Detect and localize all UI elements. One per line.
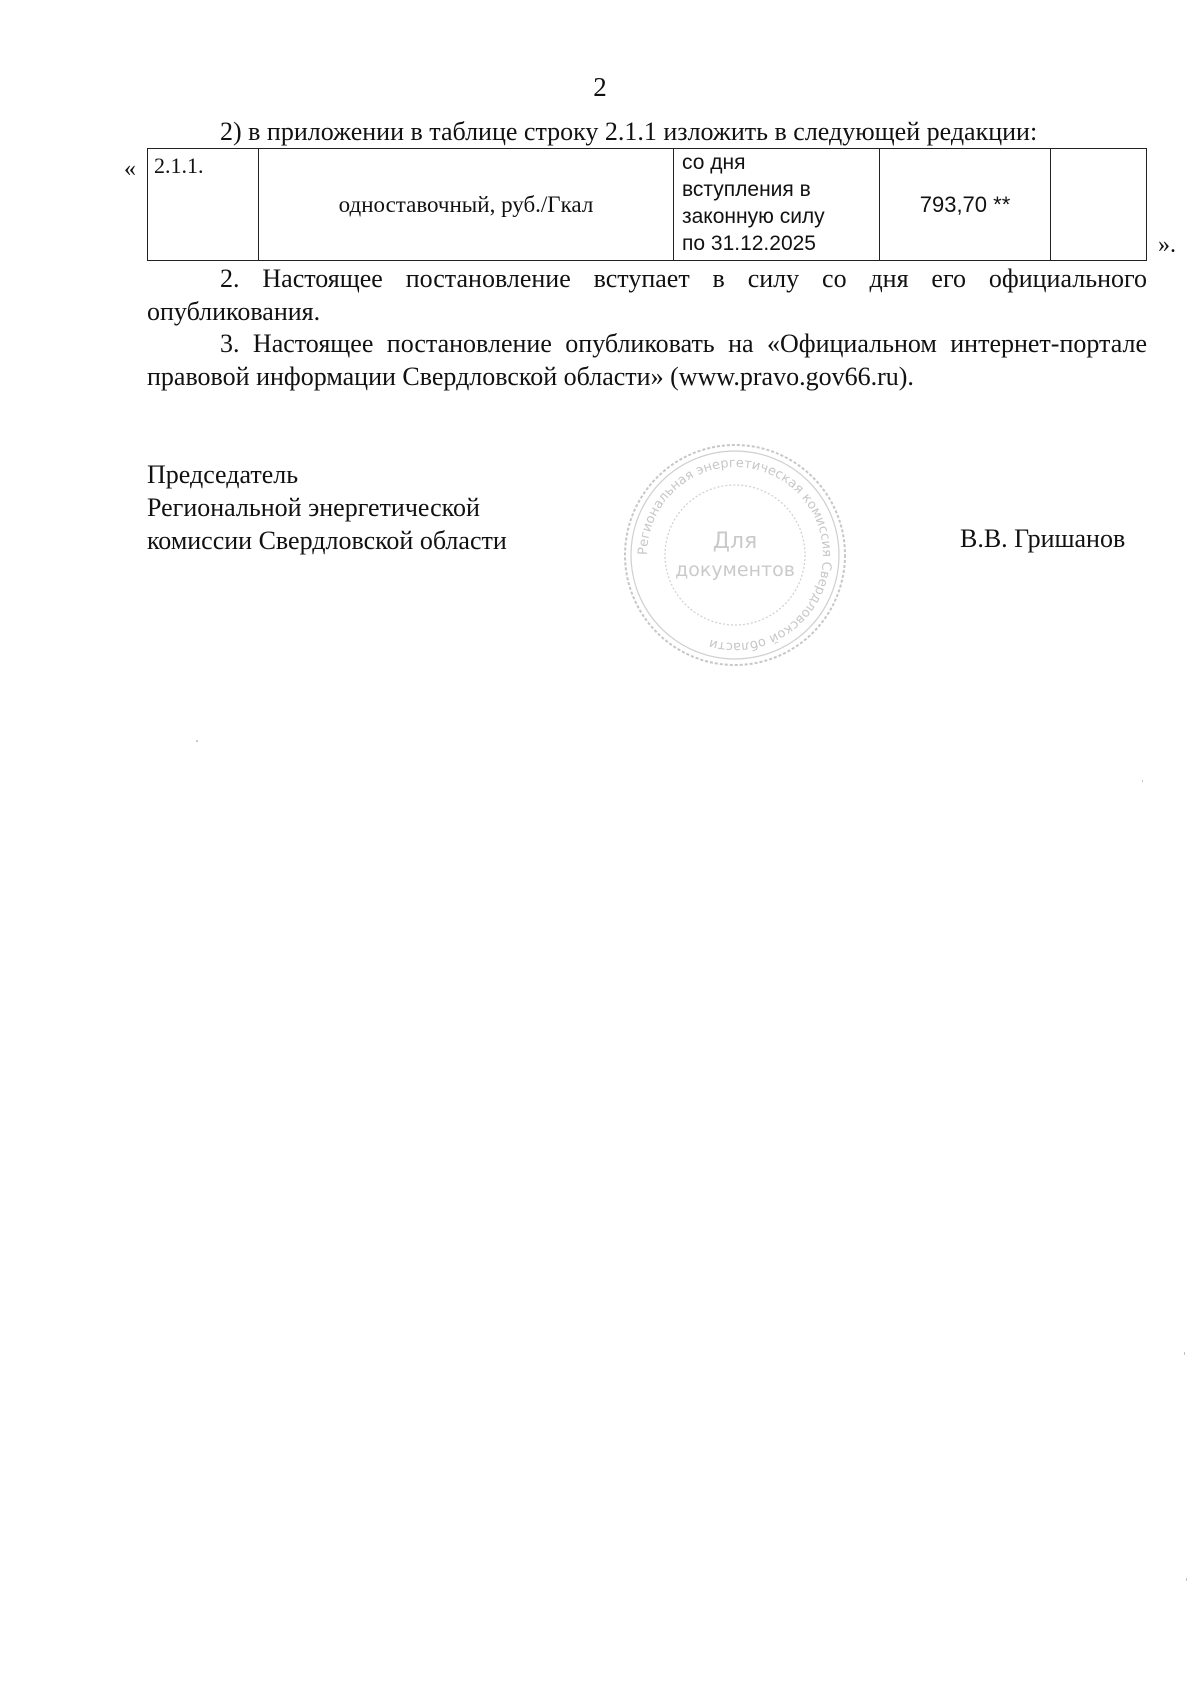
seal-ring-text: Региональная энергетическая комиссия Свердловской области xyxy=(635,455,835,655)
page-number: 2 xyxy=(593,72,607,102)
scan-speck xyxy=(1184,1352,1185,1355)
publication-paragraph: 3. Настоящее постановление опубликовать на «Официальном интернет-портале правовой информации Свердловской области» (www.pravo.gov66.ru). xyxy=(147,329,1147,391)
effective-date-paragraph: 2. Настоящее постановление вступает в силу со дня его официального опубликования. xyxy=(147,264,1147,326)
row-name-cell: одноставочный, руб./Гкал xyxy=(259,149,674,261)
seal-center-line: документов xyxy=(675,559,795,581)
scan-speck xyxy=(1142,780,1143,782)
scan-speck xyxy=(196,740,198,742)
period-line: со дня xyxy=(682,151,746,174)
row-period-cell xyxy=(674,149,880,261)
position-line: Региональной энергетической xyxy=(147,493,480,522)
seal-inner-ring xyxy=(665,485,805,625)
opening-quote: « xyxy=(124,156,136,182)
signature-position xyxy=(147,458,507,557)
row-value-cell: 793,70 ** xyxy=(880,149,1051,261)
amendment-intro-paragraph: 2) в приложении в таблице строку 2.1.1 изложить в следующей редакции: xyxy=(220,117,1038,146)
scan-speck xyxy=(1186,1578,1187,1581)
signer-name: В.В. Гришанов xyxy=(960,524,1126,553)
official-seal-stamp xyxy=(620,440,850,670)
table-row xyxy=(148,149,1147,261)
row-code-cell: 2.1.1. xyxy=(148,149,259,261)
position-line: комиссии Свердловской области xyxy=(147,526,507,555)
seal-middle-ring xyxy=(631,451,839,659)
seal-outer-ring xyxy=(625,445,845,665)
period-line: законную силу xyxy=(682,205,825,228)
position-line: Председатель xyxy=(147,460,299,489)
row-extra-cell xyxy=(1051,149,1147,261)
closing-quote: ». xyxy=(1158,232,1176,258)
seal-center-line: Для xyxy=(712,529,758,554)
tariff-table xyxy=(147,148,1147,261)
period-line: вступления в xyxy=(682,178,811,201)
period-line: по 31.12.2025 xyxy=(682,232,816,255)
